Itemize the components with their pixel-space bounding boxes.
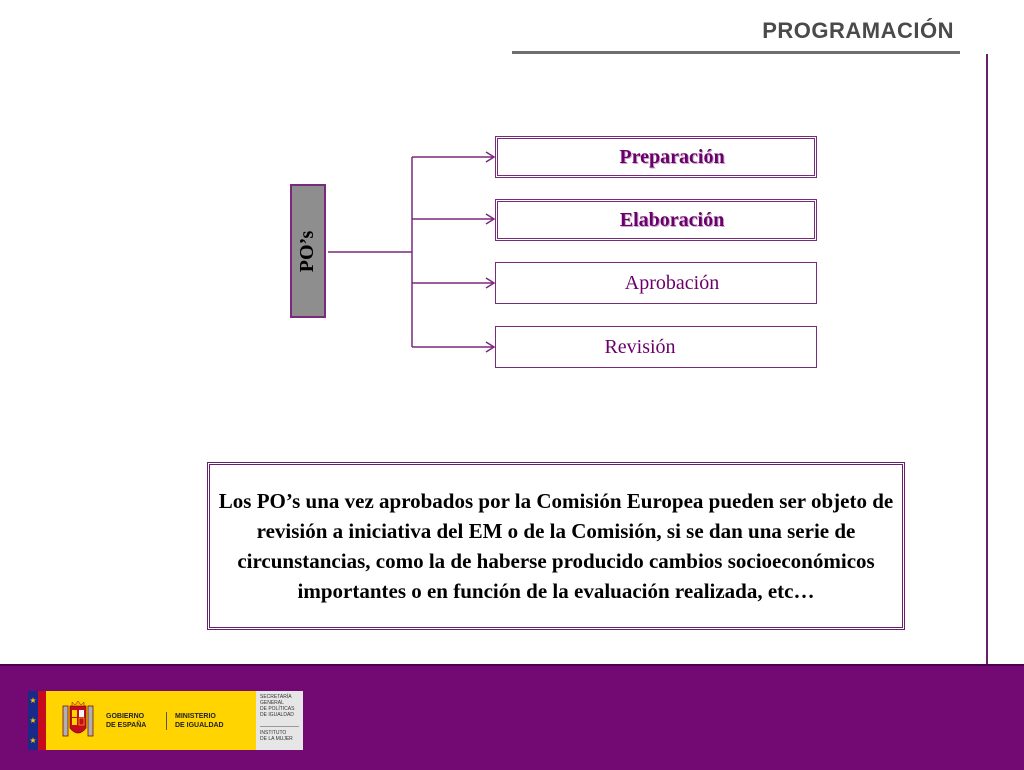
page-title: PROGRAMACIÓN bbox=[762, 18, 954, 43]
secretaria-block: SECRETARÍA GENERAL DE POLÍTICAS DE IGUALDAD INSTITUTO DE LA MUJER bbox=[256, 691, 303, 750]
step-label: Revisión bbox=[604, 335, 676, 358]
step-label: Aprobación bbox=[624, 271, 720, 294]
note-text: Los PO’s una vez aprobados por la Comisión Europea pueden ser objeto de revisión a iniciativa del EM o de la Comisión, si se dan una serie de circunstancias, como la de haberse producido cambios socioeconómicos importantes o en función de la evaluación realizada, etc… bbox=[218, 489, 894, 603]
ministerio-label: MINISTERIO DE IGUALDAD bbox=[175, 712, 224, 729]
root-node-label: PO’s bbox=[296, 230, 319, 272]
step-label: Elaboración bbox=[619, 208, 725, 231]
logo-yellow-block bbox=[46, 691, 256, 750]
step-aprobacion bbox=[495, 262, 817, 304]
government-logo bbox=[28, 691, 303, 750]
step-label: Preparación bbox=[619, 145, 725, 168]
gobierno-label: GOBIERNO DE ESPAÑA bbox=[106, 712, 167, 730]
explanation-note bbox=[207, 462, 905, 630]
footer-bar bbox=[0, 664, 1024, 770]
step-revision bbox=[495, 326, 817, 368]
eu-flag-icon: ★ ★ ★ bbox=[28, 691, 38, 750]
step-preparacion bbox=[495, 136, 817, 178]
flag-stripe bbox=[38, 691, 46, 750]
root-node-pos bbox=[290, 184, 326, 318]
coat-of-arms-icon bbox=[60, 699, 96, 743]
step-elaboracion bbox=[495, 199, 817, 241]
